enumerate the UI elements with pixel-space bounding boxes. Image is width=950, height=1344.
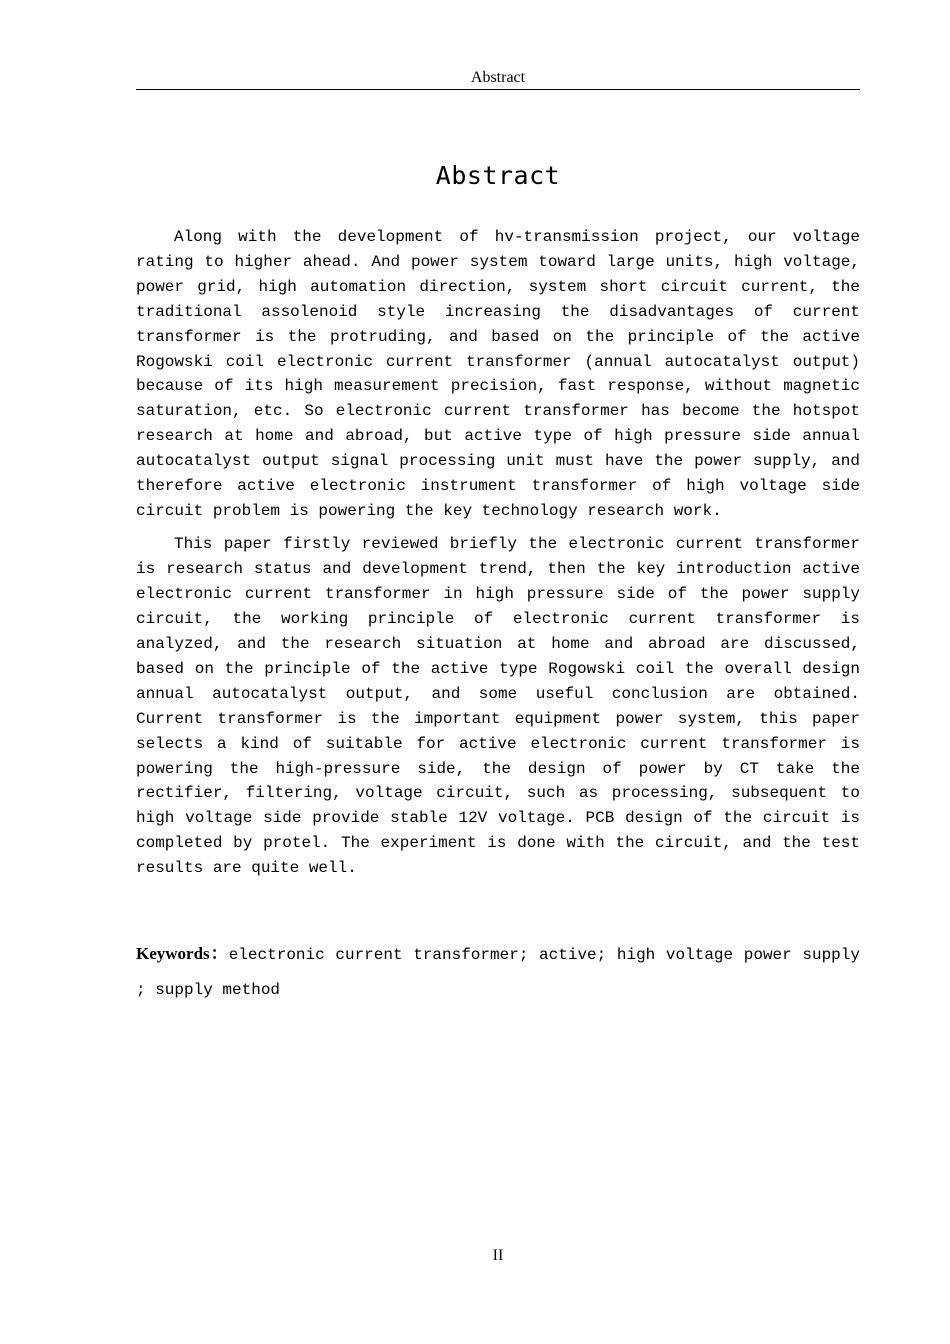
page-number: II [492, 1247, 504, 1264]
abstract-body [136, 225, 860, 890]
abstract-paragraph-2: This paper firstly reviewed briefly the electronic current transformer is research status and development trend, then the key introduction active electronic current transformer in high pressure side of the power supply circuit, the working principle of electronic current transformer is analyzed, and the research situation at home and abroad are discussed, based on the principle of the active type Rogowski coil the overall design annual autocatalyst output, and some useful conclusion are obtained. Current transformer is the important equipment power system, this paper selects a kind of suitable for active electronic current transformer is powering the high-pressure side, the design of power by CT take the rectifier, filtering, voltage circuit, such as processing, subsequent to high voltage side provide stable 12V voltage. PCB design of the circuit is completed by protel. The experiment is done with the circuit, and the test results are quite well. [136, 535, 860, 878]
running-header [136, 68, 860, 90]
page-title: Abstract [435, 161, 561, 190]
keywords-line [136, 936, 860, 1008]
abstract-paragraph-1: Along with the development of hv-transmission project, our voltage rating to higher ahead. And power system toward large units, high voltage, power grid, high automation direction, system short circuit current, the traditional assolenoid style increasing the disadvantages of current transformer is the protruding, and based on the principle of the active Rogowski coil electronic current transformer (annual autocatalyst output) because of its high measurement precision, fast response, without magnetic saturation, etc. So electronic current transformer has become the hotspot research at home and abroad, but active type of high pressure side annual autocatalyst output signal processing unit must have the power supply, and therefore active electronic instrument transformer of high voltage side circuit problem is powering the key technology research work. [136, 228, 860, 520]
keywords-text: electronic current transformer; active; high voltage power supply ; supply method [136, 946, 860, 999]
keywords-label: Keywords： [136, 944, 229, 963]
running-header-title: Abstract [470, 69, 526, 86]
